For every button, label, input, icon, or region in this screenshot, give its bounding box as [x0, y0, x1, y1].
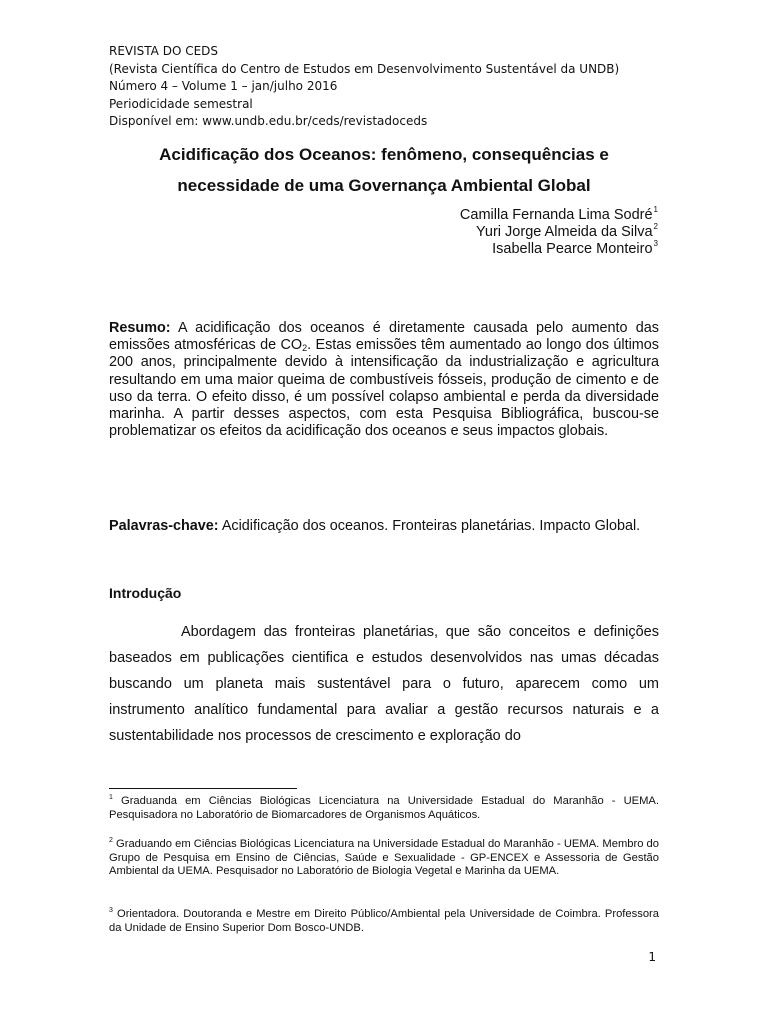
section-heading-introduction: Introdução: [109, 585, 182, 601]
author-name: Camilla Fernanda Lima Sodré: [459, 207, 653, 223]
author-footnote-ref: 3: [653, 239, 658, 248]
abstract-label: Resumo:: [109, 320, 171, 336]
author-footnote-ref: 2: [653, 222, 658, 231]
keywords-label: Palavras-chave:: [109, 518, 219, 534]
footnote-3: [109, 908, 659, 935]
journal-header: [109, 43, 619, 131]
footnote-2: [109, 838, 659, 879]
paper-title: [100, 139, 668, 201]
keywords: [109, 518, 659, 535]
journal-name: REVISTA DO CEDS: [109, 44, 219, 58]
introduction-text: Abordagem das fronteiras planetárias, que são conceitos e definições baseados em publicações cientifica e estudos desenvolvidos nas umas décadas buscando um planeta mais sustentável para o futuro, aparecem como um instrumento analítico fundamental para avaliar a gestão recursos naturais e a sustentabilidade nos processos de crescimento e exploração do: [109, 624, 659, 744]
abstract-text-start: A acidificação dos oceanos é diretamente causada pelo aumento das emissões atmosféricas de CO: [109, 320, 659, 354]
footnote-mark: 3: [109, 907, 113, 914]
title-line-2: necessidade de uma Governança Ambiental Global: [177, 176, 591, 195]
author-footnote-ref: 1: [653, 205, 658, 214]
footnote-mark: 2: [109, 837, 113, 844]
title-line-1: Acidificação dos Oceanos: fenômeno, consequências e: [159, 145, 609, 164]
introduction-paragraph: [109, 619, 659, 749]
author-name: Isabella Pearce Monteiro: [492, 241, 653, 257]
co2-subscript: 2: [302, 343, 308, 354]
journal-subtitle: (Revista Científica do Centro de Estudos em Desenvolvimento Sustentável da UNDB): [109, 61, 620, 76]
footnote-mark: 1: [109, 794, 113, 801]
author: [460, 207, 658, 224]
footnote-text: Graduanda em Ciências Biológicas Licenciatura na Universidade Estadual do Maranhão - UEMA. Pesquisadora no Laboratório de Biomarcadores de Organismos Aquáticos.: [109, 795, 659, 821]
footnote-1: [109, 795, 659, 822]
author-name: Yuri Jorge Almeida da Silva: [476, 224, 653, 240]
journal-periodicity: Periodicidade semestral: [109, 96, 253, 111]
journal-availability: Disponível em: www.undb.edu.br/ceds/revistadoceds: [109, 114, 428, 128]
keywords-text: Acidificação dos oceanos. Fronteiras planetárias. Impacto Global.: [218, 518, 641, 534]
author: [460, 241, 658, 258]
footnote-text: Orientadora. Doutoranda e Mestre em Direito Público/Ambiental pela Universidade de Coimbra. Professora da Unidade de Ensino Superior Dom Bosco-UNDB.: [109, 908, 659, 934]
footnote-text: Graduando em Ciências Biológicas Licenciatura na Universidade Estadual do Maranhão - UEMA. Membro do Grupo de Pesquisa em Ensino de Ciências, Saúde e Sexualidade - GP-ENCEX e Assessoria de Gestão Ambiental da UEMA. Pesquisador no Laboratório de Biologia Vegetal e Marinha da UEMA.: [109, 838, 659, 878]
abstract-text-end: . Estas emissões têm aumentado ao longo dos últimos 200 anos, principalmente devido à intensificação da industrialização e agricultura resultando em uma maior queima de combustíveis fósseis, produção de cimento e de uso da terra. O efeito disso, é um possível colapso ambiental e perda da diversidade marinha. A partir desses aspectos, com esta Pesquisa Bibliográfica, buscou-se problematizar os efeitos da acidificação dos oceanos e seus impactos globais.: [109, 337, 659, 440]
journal-issue: Número 4 – Volume 1 – jan/julho 2016: [109, 79, 338, 93]
page-number: 1: [648, 950, 656, 964]
abstract: [109, 320, 659, 440]
author: [460, 224, 658, 241]
footnote-separator: [109, 788, 297, 789]
author-list: [460, 207, 658, 258]
